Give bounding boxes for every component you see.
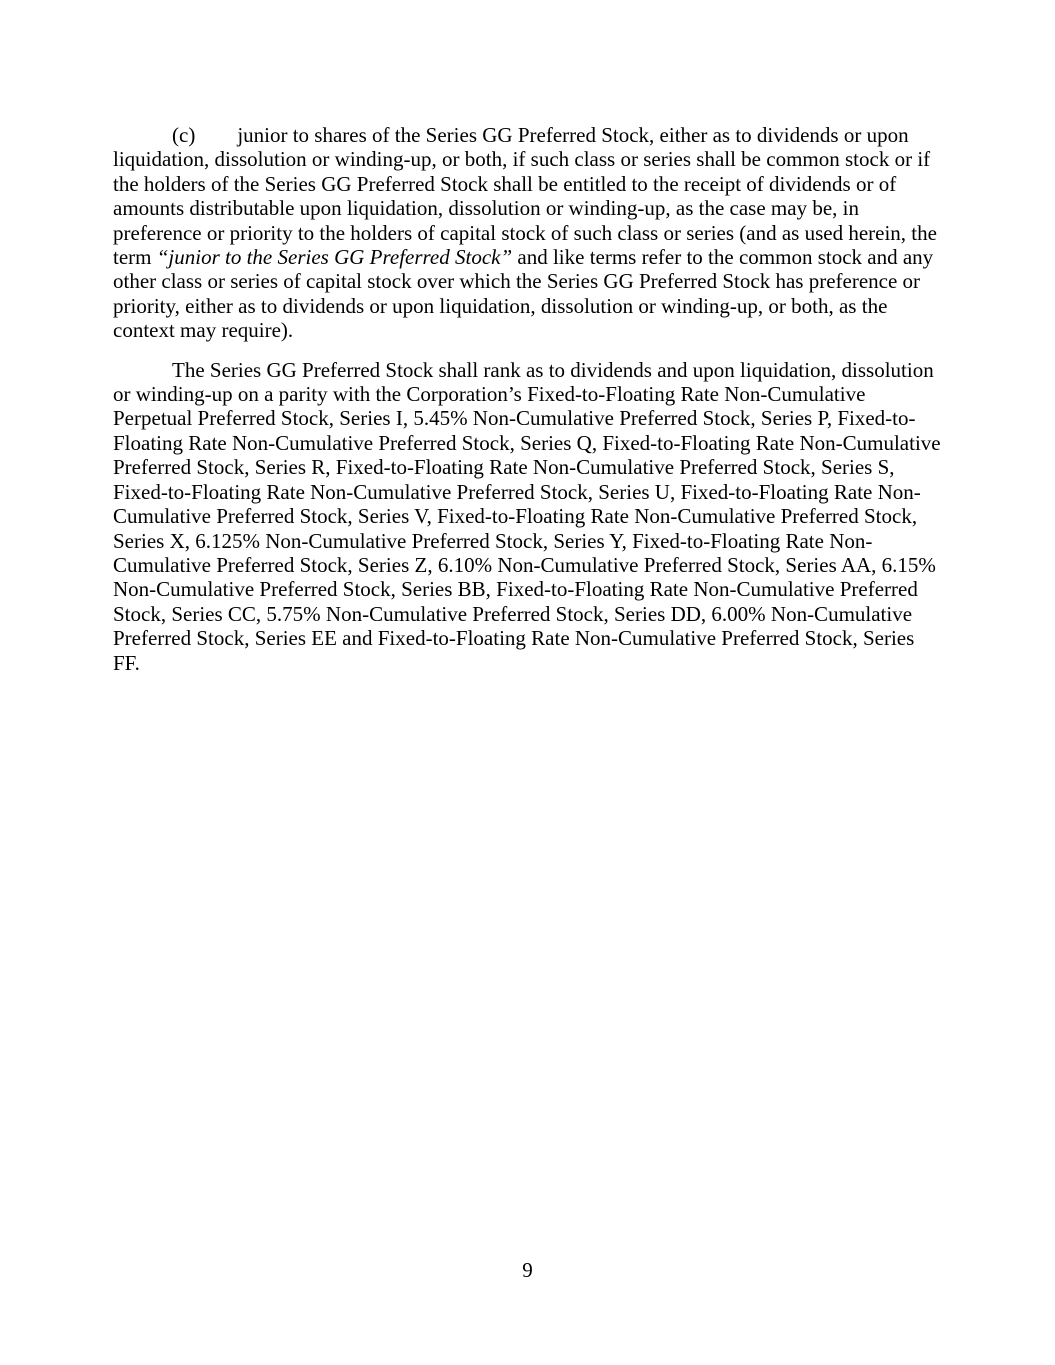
parity-paragraph-text: The Series GG Preferred Stock shall rank as to dividends and upon liquidation, dissolution or winding-up on a parity with the Corporation’s Fixed-to-Floating Rate Non-Cumulative Perpetual Preferred Stock, Series I, 5.45% Non-Cumulative Preferred Stock, Series P, Fixed-to-Floating Rate Non-Cumulative Preferred Stock, Series Q, Fixed-to-Floating Rate Non-Cumulative Preferred Stock, Series R, Fixed-to-Floating Rate Non-Cumulative Preferred Stock, Series S, Fixed-to-Floating Rate Non-Cumulative Preferred Stock, Series U, Fixed-to-Floating Rate Non-Cumulative Preferred Stock, Series V, Fixed-to-Floating Rate Non-Cumulative Preferred Stock, Series X, 6.125% Non-Cumulative Preferred Stock, Series Y, Fixed-to-Floating Rate Non-Cumulative Preferred Stock, Series Z, 6.10% Non-Cumulative Preferred Stock, Series AA, 6.15% Non-Cumulative Preferred Stock, Series BB, Fixed-to-Floating Rate Non-Cumulative Preferred Stock, Series CC, 5.75% Non-Cumulative Preferred Stock, Series DD, 6.00% Non-Cumulative Preferred Stock, Series EE and Fixed-to-Floating Rate Non-Cumulative Preferred Stock, Series FF. — [113, 357, 941, 675]
clause-text-before-term: junior to shares of the Series GG Preferred Stock, either as to dividends or upon liquidation, dissolution or winding-up, or both, if such class or series shall be common stock or if the holders of the Series GG Preferred Stock shall be entitled to the receipt of dividends or of amounts distributable upon liquidation, dissolution or winding-up, as the case may be, in preference or priority to the holders of capital stock of such class or series (and as used herein, the term — [113, 123, 937, 270]
document-body — [113, 123, 945, 675]
paragraph-parity-ranking — [113, 358, 945, 675]
paragraph-clause-c — [113, 123, 945, 343]
defined-term-italic: “junior to the Series GG Preferred Stock” — [156, 245, 513, 270]
page-number: 9 — [522, 1258, 533, 1282]
clause-marker: (c) — [172, 123, 196, 147]
clause-text-after-term: and like terms refer to the common stock and any other class or series of capital stock over which the Series GG Preferred Stock has preference or priority, either as to dividends or upon liquidation, dissolution or winding-up, or both, as the context may require). — [113, 245, 934, 343]
